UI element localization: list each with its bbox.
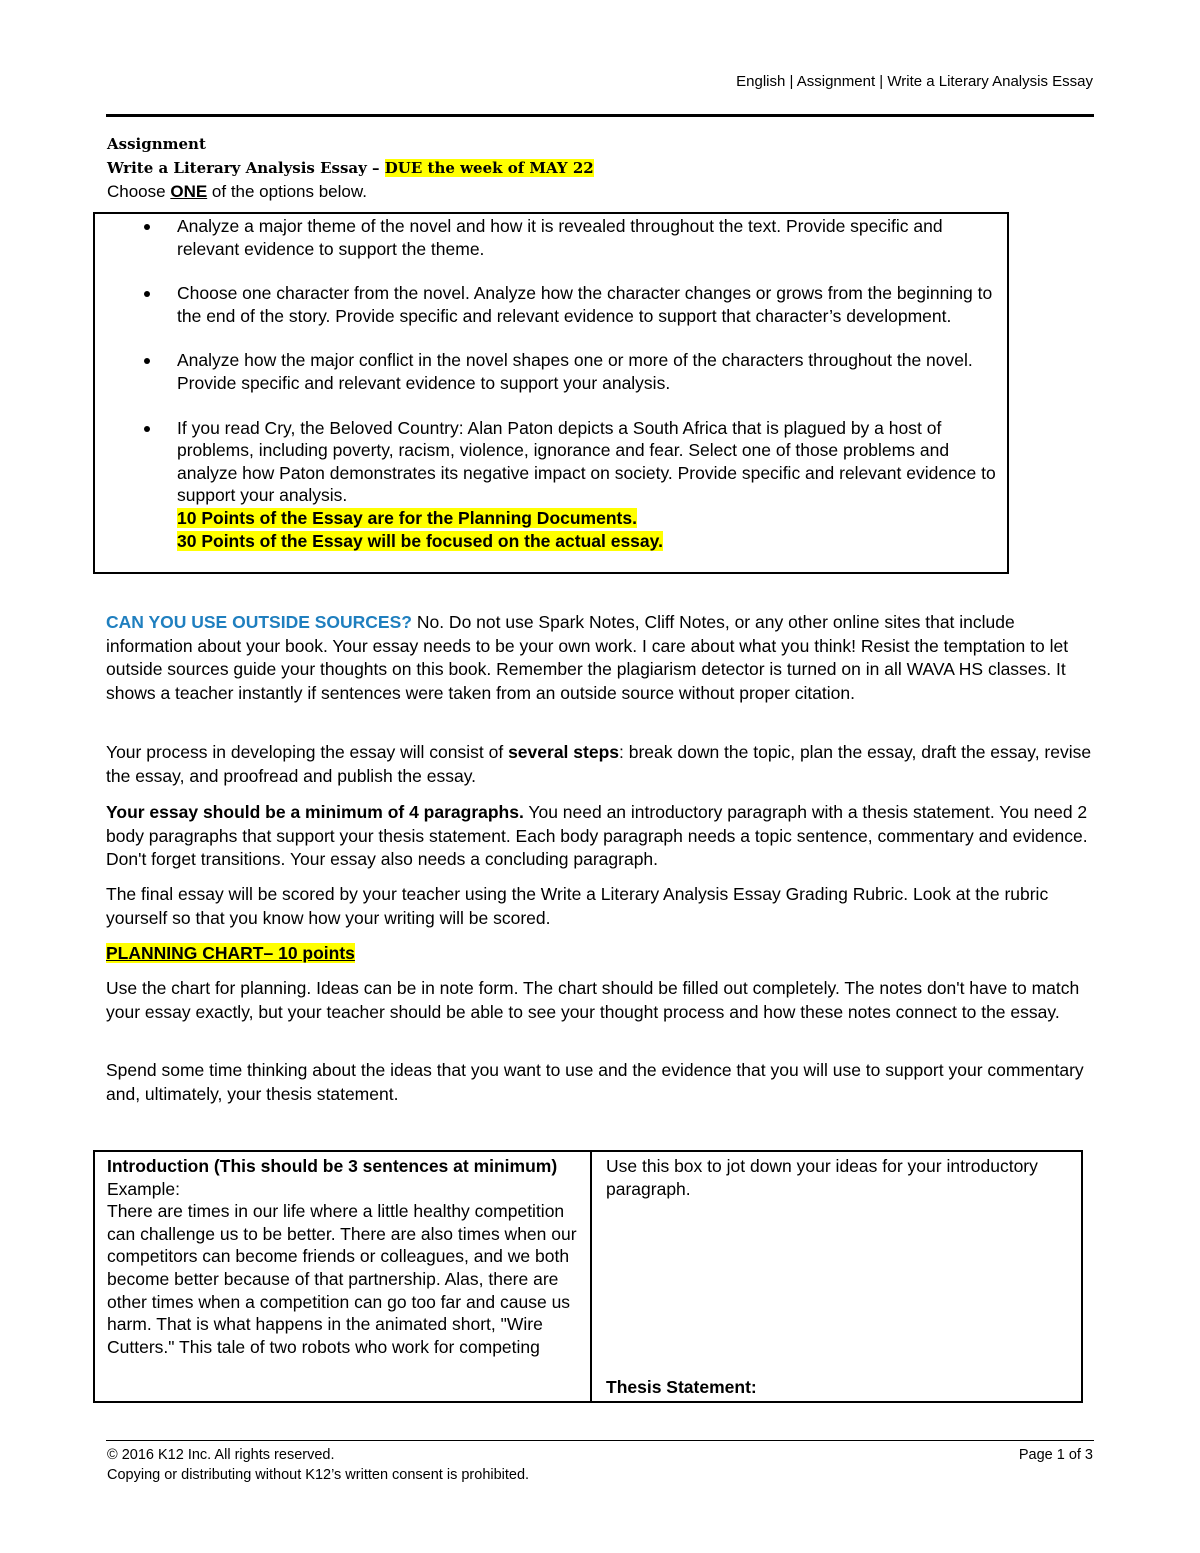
option-item-theme (177, 215, 1007, 260)
process-paragraph (106, 741, 1096, 788)
example-label: Example: (107, 1178, 180, 1199)
minimum-paragraphs-paragraph (106, 801, 1096, 872)
title-block (107, 132, 594, 204)
essay-options-box (93, 212, 1009, 574)
planning-chart-heading-block (106, 942, 1096, 966)
rubric-text: The final essay will be scored by your teacher using the Write a Literary Analysis Essay Grading Rubric. Look at the rubric yourself so that you know how your writing will be scored. (106, 884, 1049, 928)
assignment-title (107, 156, 594, 180)
minimum-paragraphs-text: You need an introductory paragraph with a thesis statement. You need 2 body paragraphs that support your thesis statement. Each body paragraph needs a topic sentence, commentary and evidence. Don't forget transitions. Your essay also needs a concluding paragraph. (106, 802, 1088, 869)
outside-sources-text: No. Do not use Spark Notes, Cliff Notes, or any other online sites that include information about your book. Your essay needs to be your own work. I care about what you think! Resist the temptation to let outside sources guide your thoughts on this book. Remember the plagiarism detector is turned on in all WAVA HS classes. It shows a teacher instantly if sentences were taken from an outside source without proper citation. (106, 612, 1069, 703)
option-text: Analyze a major theme of the novel and how it is revealed throughout the text. Provide specific and relevant evidence to support the theme. (177, 216, 943, 259)
assignment-title-text: Write a Literary Analysis Essay – (107, 159, 380, 177)
thesis-statement-label: Thesis Statement: (606, 1377, 757, 1398)
planning-thinking-text: Spend some time thinking about the ideas that you want to use and the evidence that you will use to support your commentary and, ultimately, your thesis statement. (106, 1060, 1084, 1104)
assignment-label: Assignment (107, 135, 206, 153)
planning-instructions-paragraph (106, 977, 1096, 1024)
bullet-icon (144, 426, 150, 432)
option-item-character (177, 282, 1007, 327)
choose-one-emphasis: ONE (170, 182, 208, 201)
introduction-heading: Introduction (This should be 3 sentences at minimum) (107, 1156, 558, 1176)
option-text: Analyze how the major conflict in the novel shapes one or more of the characters throughout the novel. Provide specific and relevant evidence to support your analysis. (177, 350, 973, 393)
option-text: If you read Cry, the Beloved Country: Alan Paton depicts a South Africa that is plagued by a host of problems, including poverty, racism, violence, ignorance and fear. Select one of those problems and analyze how Paton demonstrates its negative impact on society. Provide specific and relevant evidence to support your analysis. (177, 417, 996, 506)
footer-rule (106, 1440, 1094, 1441)
outside-sources-paragraph (106, 611, 1096, 705)
essay-points-note: 30 Points of the Essay will be focused on the actual essay. (177, 530, 663, 551)
bullet-icon (144, 291, 150, 297)
planning-instructions-text: Use the chart for planning. Ideas can be in note form. The chart should be filled out completely. The notes don't have to match your essay exactly, but your teacher should be able to see your thought process and how these notes connect to the essay. (106, 978, 1080, 1022)
rubric-paragraph (106, 883, 1096, 930)
essay-options-list (95, 215, 1007, 552)
planning-thinking-paragraph (106, 1059, 1096, 1106)
introduction-notes-cell[interactable] (592, 1152, 1081, 1401)
example-text: There are times in our life where a little healthy competition can challenge us to be better. There are also times when our competitors can become friends or colleagues, and we both become better because of that partnership. Alas, there are other times when a competition can go too far and cause us harm. That is what happens in the animated short, "Wire Cutters." This tale of two robots who work for competing (107, 1201, 577, 1357)
footer-copyright-block (107, 1445, 529, 1485)
option-text: Choose one character from the novel. Analyze how the character changes or grows from the beginning to the end of the story. Provide specific and relevant evidence to support that character’s development. (177, 283, 993, 326)
minimum-paragraphs-emphasis: Your essay should be a minimum of 4 paragraphs. (106, 802, 524, 822)
process-text-start: Your process in developing the essay will consist of (106, 742, 509, 762)
page-number: Page 1 of 3 (1018, 1447, 1093, 1463)
copy-notice-text: Copying or distributing without K12’s written consent is prohibited. (107, 1467, 530, 1483)
choose-suffix: of the options below. (211, 182, 367, 201)
choose-instruction (107, 180, 594, 204)
planning-chart-heading: PLANNING CHART– 10 points (106, 943, 355, 963)
option-item-conflict (177, 349, 1007, 394)
planning-points-note: 10 Points of the Essay are for the Planning Documents. (177, 507, 637, 528)
due-date-highlight: DUE the week of MAY 22 (384, 159, 594, 177)
option-item-cry-beloved-country (177, 417, 1007, 553)
bullet-icon (144, 224, 150, 230)
outside-sources-heading: CAN YOU USE OUTSIDE SOURCES? (106, 612, 412, 632)
bullet-icon (144, 358, 150, 364)
several-steps-emphasis: several steps (508, 742, 619, 762)
introduction-cell (95, 1152, 592, 1401)
planning-chart-table (93, 1150, 1083, 1403)
running-header: English | Assignment | Write a Literary Analysis Essay (736, 73, 1093, 90)
introduction-notes-instructions: Use this box to jot down your ideas for your introductory paragraph. (606, 1156, 1038, 1199)
header-rule (106, 114, 1094, 117)
process-text-end: : break down the topic, plan the essay, draft the essay, revise the essay, and proofread and publish the essay. (106, 742, 1092, 786)
choose-prefix: Choose (107, 182, 166, 201)
copyright-text: © 2016 K12 Inc. All rights reserved. (107, 1447, 335, 1463)
